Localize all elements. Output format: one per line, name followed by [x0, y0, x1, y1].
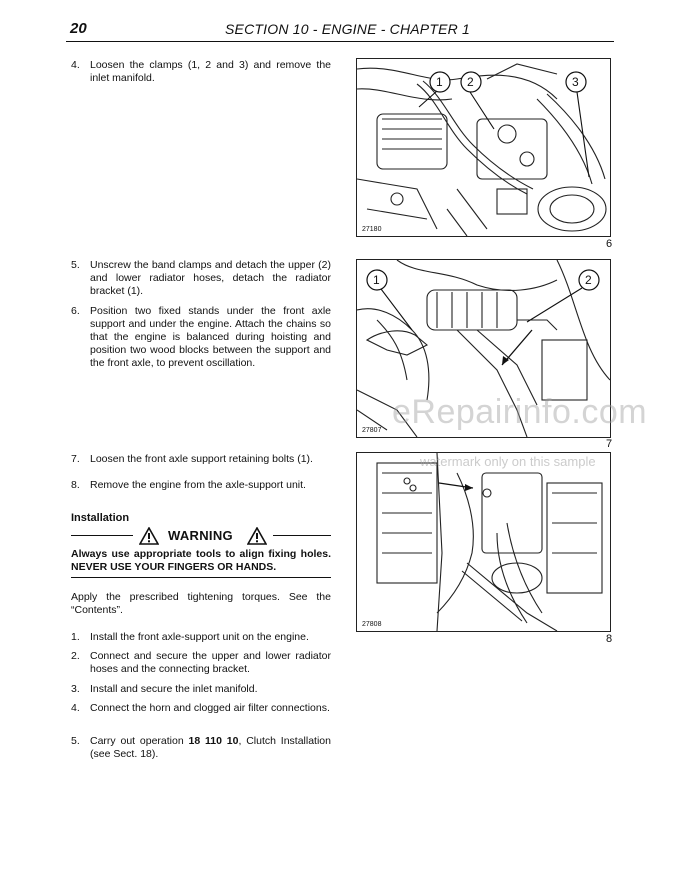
step-text	[90, 735, 331, 761]
figure-code: 27180	[362, 226, 382, 233]
step-text: Loosen the clamps (1, 2 and 3) and remove the inlet manifold.	[90, 59, 331, 84]
section-title: SECTION 10 - ENGINE - CHAPTER 1	[225, 21, 471, 37]
installation-heading: Installation	[71, 512, 130, 524]
install-step-3	[71, 683, 331, 696]
step-number: 5.	[71, 735, 80, 747]
figure-6-engine-inlet-manifold	[356, 58, 611, 237]
callout-1: 1	[436, 75, 443, 89]
watermark: eRepairinfo.com	[392, 393, 648, 431]
install-step-4	[71, 702, 331, 715]
install-step-1	[71, 631, 331, 644]
figure-code: 27807	[362, 427, 382, 434]
axle-support-illustration	[357, 453, 610, 631]
step-number: 7.	[71, 453, 80, 465]
callout-3: 3	[572, 75, 579, 89]
callouts	[419, 72, 589, 177]
warning-rule-left	[71, 535, 133, 536]
warning-rule-right	[273, 535, 331, 536]
step-7	[71, 453, 331, 466]
step-number: 6.	[71, 305, 80, 317]
step-text: Remove the engine from the axle-support unit.	[90, 479, 306, 491]
operation-code: 18 110 10	[188, 735, 239, 747]
step-4	[71, 59, 331, 85]
figure-number: 7	[606, 438, 613, 450]
figure-number: 6	[606, 238, 613, 250]
step-number: 1.	[71, 631, 80, 643]
step-text: Connect the horn and clogged air filter connections.	[90, 702, 330, 714]
warning-triangle-icon	[247, 527, 267, 545]
step-5	[71, 259, 331, 298]
step-number: 4.	[71, 59, 80, 71]
step-8	[71, 479, 331, 492]
warning-banner	[71, 527, 331, 545]
warning-triangle-icon	[139, 527, 159, 545]
warning-bottom-rule	[71, 577, 331, 578]
step-number: 3.	[71, 683, 80, 695]
figure-code: 27808	[362, 621, 382, 628]
step-number: 2.	[71, 650, 80, 662]
step-text-pre: Carry out operation	[90, 735, 189, 747]
warning-text: Always use appropriate tools to align fixing holes. NEVER USE YOUR FINGERS OR HANDS.	[71, 548, 331, 573]
warning-label: WARNING	[168, 528, 233, 543]
step-number: 5.	[71, 259, 80, 271]
step-text: Position two fixed stands under the front axle support and under the engine. Attach the chains so that the engine is balanced during hoisting and position two wood blocks between the support and the front axle, to prevent oscillation.	[90, 305, 331, 369]
figure-8-axle-support-bolts	[356, 452, 611, 632]
step-text: Connect and secure the upper and lower radiator hoses and the connecting bracket.	[90, 650, 331, 675]
step-number: 8.	[71, 479, 80, 491]
callout-2: 2	[585, 273, 592, 287]
torque-note: Apply the prescribed tightening torques. See the “Contents”.	[71, 591, 331, 616]
callout-1: 1	[373, 273, 380, 287]
install-step-5	[71, 735, 331, 761]
figure-number: 8	[606, 633, 613, 645]
header-divider	[66, 41, 614, 42]
step-text: Unscrew the band clamps and detach the upper (2) and lower radiator hoses, detach the radiator bracket (1).	[90, 259, 331, 297]
step-6	[71, 305, 331, 370]
page-number: 20	[70, 20, 87, 37]
callout-2: 2	[467, 75, 474, 89]
step-text-post: , Clutch Installation (see Sect. 18).	[90, 735, 331, 760]
step-text: Install and secure the inlet manifold.	[90, 683, 258, 695]
step-text: Loosen the front axle support retaining bolts (1).	[90, 453, 313, 465]
watermark-note: watermark only on this sample	[420, 454, 596, 469]
step-text: Install the front axle-support unit on the engine.	[90, 631, 309, 643]
step-number: 4.	[71, 702, 80, 714]
install-step-2	[71, 650, 331, 676]
